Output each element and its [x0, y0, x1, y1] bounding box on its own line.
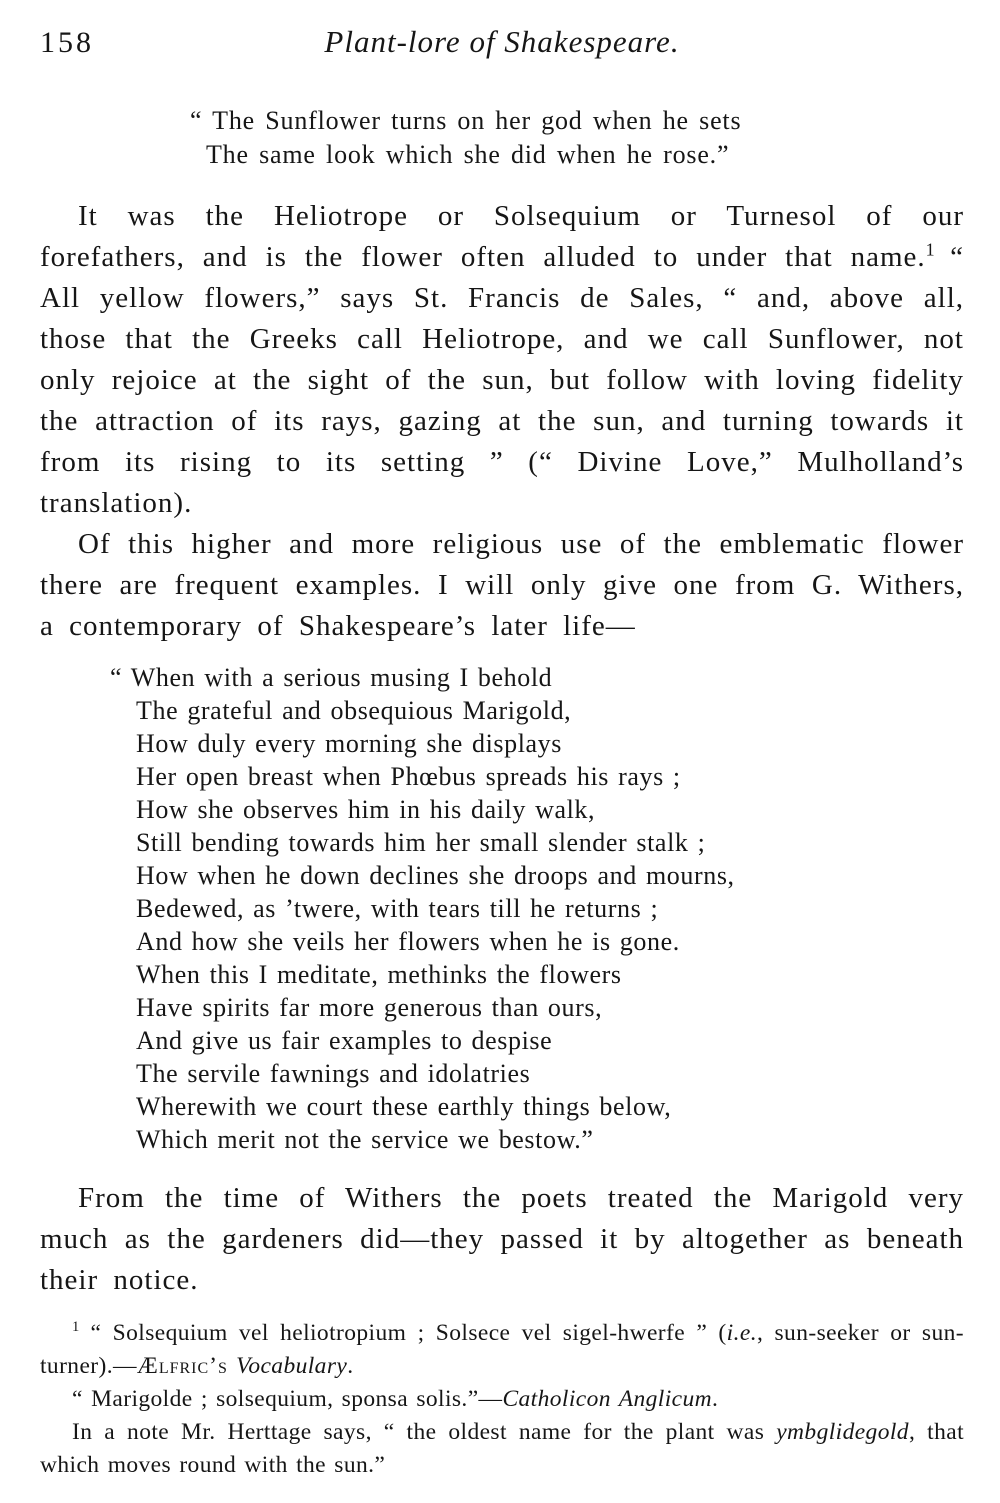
poem-withers — [110, 661, 964, 1156]
poem-line: Have spirits far more generous than ours, — [136, 993, 603, 1022]
footnote-herttage — [40, 1416, 964, 1482]
page-number: 158 — [40, 26, 94, 59]
footnote-solsequium — [40, 1317, 964, 1383]
text-segment: , sun-seeker or sun-turner).— — [40, 1320, 964, 1379]
text-segment: From the time of Withers the poets treated the Marigold very much as the gardeners did—they passed it by altogether as beneath their notice. — [40, 1182, 964, 1296]
epigraph-line: The same look which she did when he rose.” — [206, 140, 730, 169]
text-segment: Catholicon Anglicum — [502, 1386, 712, 1412]
poem-line: How duly every morning she displays — [136, 729, 563, 758]
poem-line: Wherewith we court these earthly things below, — [136, 1092, 672, 1121]
paragraph-from-withers — [40, 1178, 964, 1301]
running-title: Plant-lore of Shakespeare. — [324, 24, 680, 59]
poem-line: When this I meditate, methinks the flowers — [136, 960, 622, 989]
epigraph-line: “ The Sunflower turns on her god when he sets — [190, 106, 742, 135]
footnotes — [40, 1317, 964, 1482]
text-segment: Ælfric’s — [136, 1353, 228, 1379]
page-header — [40, 24, 964, 64]
text-segment: “ Solsequium vel heliotropium ; Solsece vel sigel-hwerfe ” ( — [79, 1320, 727, 1346]
text-segment: 1 — [925, 239, 935, 260]
text-segment: ymbglidegold — [776, 1419, 909, 1445]
poem-line: Bedewed, as ’twere, with tears till he returns ; — [136, 894, 659, 923]
paragraph-emblematic — [40, 524, 964, 647]
poem-line: Her open breast when Phœbus spreads his rays ; — [136, 762, 681, 791]
text-segment — [228, 1353, 236, 1379]
poem-line: The grateful and obsequious Marigold, — [136, 696, 572, 725]
poem-line: “ When with a serious musing I behold — [110, 663, 553, 692]
footnote-marigolde — [40, 1383, 964, 1416]
text-segment: In a note Mr. Herttage says, “ the oldest name for the plant was — [72, 1419, 777, 1445]
text-segment: , that which moves round with the sun.” — [40, 1419, 964, 1478]
poem-line: Still bending towards him her small slender stalk ; — [136, 828, 706, 857]
poem-line: How she observes him in his daily walk, — [136, 795, 596, 824]
poem-line: And give us fair examples to despise — [136, 1026, 553, 1055]
text-segment: . — [712, 1386, 719, 1412]
text-segment: It was the Heliotrope or Solsequium or Turnesol of our forefathers, and is the flower often alluded to under that name. — [40, 200, 964, 273]
poem-line: Which merit not the service we bestow.” — [136, 1125, 594, 1154]
poem-line: How when he down declines she droops and mourns, — [136, 861, 735, 890]
paragraph-heliotrope — [40, 196, 964, 524]
text-segment: Of this higher and more religious use of the emblematic flower there are frequent examples. I will only give one from G. Withers, a contemporary of Shakespeare’s later life— — [40, 528, 964, 642]
text-segment: . — [347, 1353, 354, 1379]
text-segment: Vocabulary — [236, 1353, 348, 1379]
text-segment: 1 — [72, 1319, 80, 1336]
text-segment: “ All yellow flowers,” says St. Francis de Sales, “ and, above all, those that the Greeks call Heliotrope, and we call Sunflower, not only rejoice at the sight of the sun, but follow with loving fidelity the attraction of its rays, gazing at the sun, and turning towards it from its rising to its setting ” (“ Divine Love,” Mulholland’s translation). — [40, 241, 964, 519]
text-segment: “ Marigolde ; solsequium, sponsa solis.”— — [72, 1386, 503, 1412]
text-segment: i.e. — [726, 1320, 757, 1346]
poem-line: The servile fawnings and idolatries — [136, 1059, 531, 1088]
poem-line: And how she veils her flowers when he is gone. — [136, 927, 680, 956]
epigraph — [190, 104, 964, 172]
